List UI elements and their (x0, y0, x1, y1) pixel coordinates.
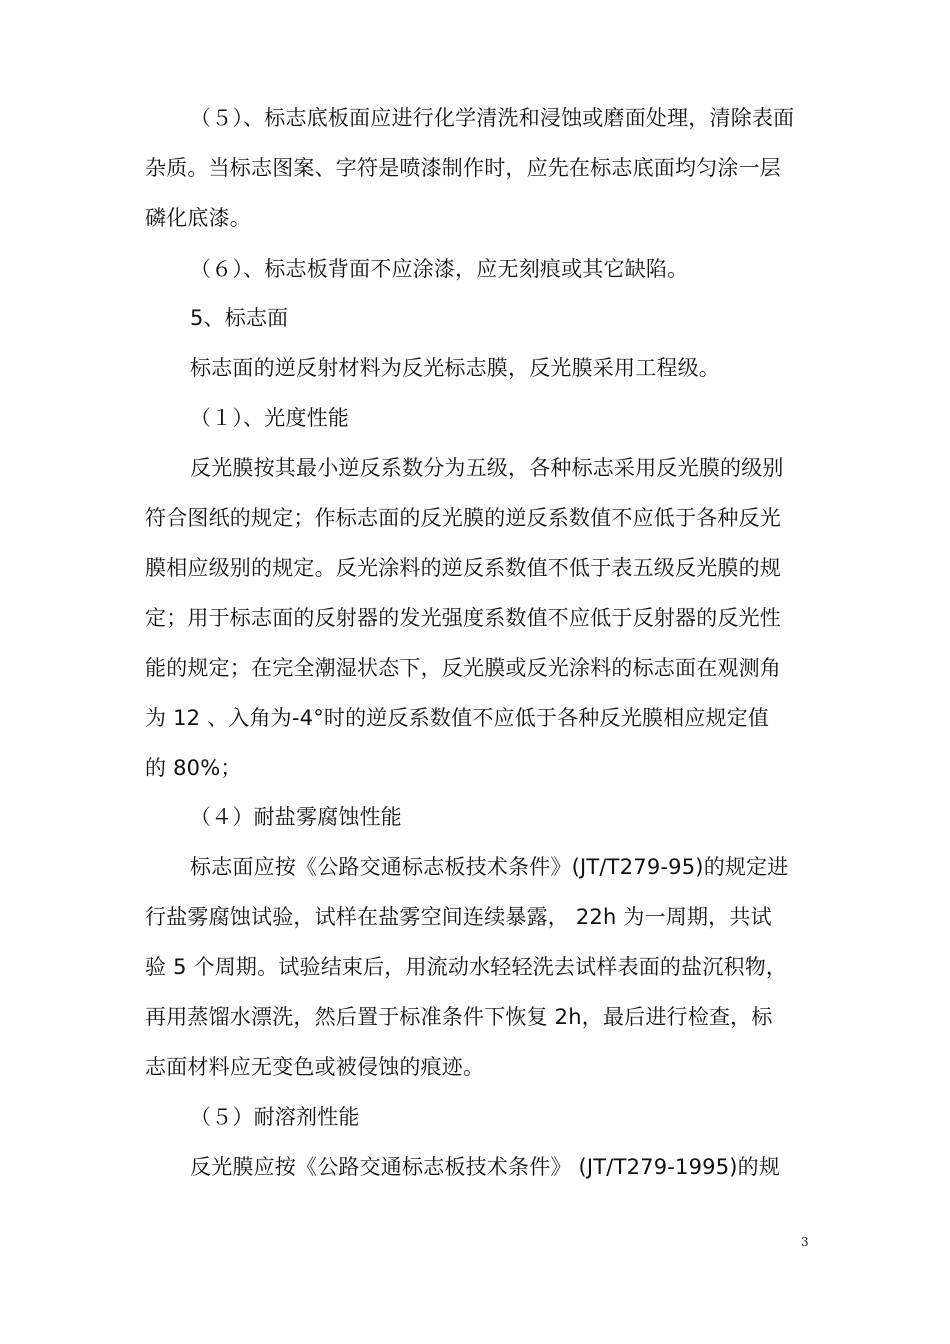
paragraph-line-12: 能的规定；在完全潮湿状态下，反光膜或反光涂料的标志面在观测角 (145, 656, 781, 680)
subsection-heading: （１）、光度性能 (190, 406, 350, 430)
paragraph-line-2: 杂质。当标志图案、字符是喷漆制作时，应先在标志底面均匀涂一层 (145, 156, 781, 180)
paragraph-line-6: 标志面的逆反射材料为反光标志膜，反光膜采用工程级。 (190, 356, 720, 380)
paragraph-line-19: 再用蒸馏水漂洗，然后置于标准条件下恢复 2h，最后进行检查，标 (145, 1005, 773, 1029)
paragraph-line-8: 反光膜按其最小逆反系数分为五级，各种标志采用反光膜的级别 (190, 456, 784, 480)
paragraph-line-1: （５）、标志底板面应进行化学清洗和浸蚀或磨面处理，清除表面 (190, 106, 795, 130)
paragraph-line-18: 验 5 个周期。试验结束后，用流动水轻轻洗去试样表面的盐沉积物， (145, 955, 788, 979)
paragraph-line-20: 志面材料应无变色或被侵蚀的痕迹。 (145, 1055, 485, 1079)
paragraph-line-13: 为 12 、入角为-4°时的逆反系数值不应低于各种反光膜相应规定值 (145, 706, 770, 730)
paragraph-line-10: 膜相应级别的规定。反光涂料的逆反系数值不低于表五级反光膜的规 (145, 556, 781, 580)
section-heading: 5、标志面 (190, 306, 289, 330)
paragraph-line-14: 的 80%； (145, 756, 242, 780)
paragraph-line-3: 磷化底漆。 (145, 206, 251, 230)
subsection-heading: （４）耐盐雾腐蚀性能 (190, 805, 402, 829)
paragraph-line-9: 符合图纸的规定；作标志面的反光膜的逆反系数值不应低于各种反光 (145, 506, 781, 530)
paragraph-line-4: （６）、标志板背面不应涂漆，应无刻痕或其它缺陷。 (190, 257, 689, 281)
page-number: 3 (801, 1235, 809, 1249)
paragraph-line-11: 定；用于标志面的反射器的发光强度系数值不应低于反射器的反光性 (145, 606, 781, 630)
paragraph-line-16: 标志面应按《公路交通标志板技术条件》(JT/T279-95)的规定进 (190, 855, 789, 879)
paragraph-line-22: 反光膜应按《公路交通标志板技术条件》 (JT/T279-1995)的规 (190, 1155, 781, 1179)
paragraph-line-17: 行盐雾腐蚀试验，试样在盐雾空间连续暴露， 22h 为一周期，共试 (145, 905, 772, 929)
subsection-heading: （５）耐溶剂性能 (190, 1105, 360, 1129)
